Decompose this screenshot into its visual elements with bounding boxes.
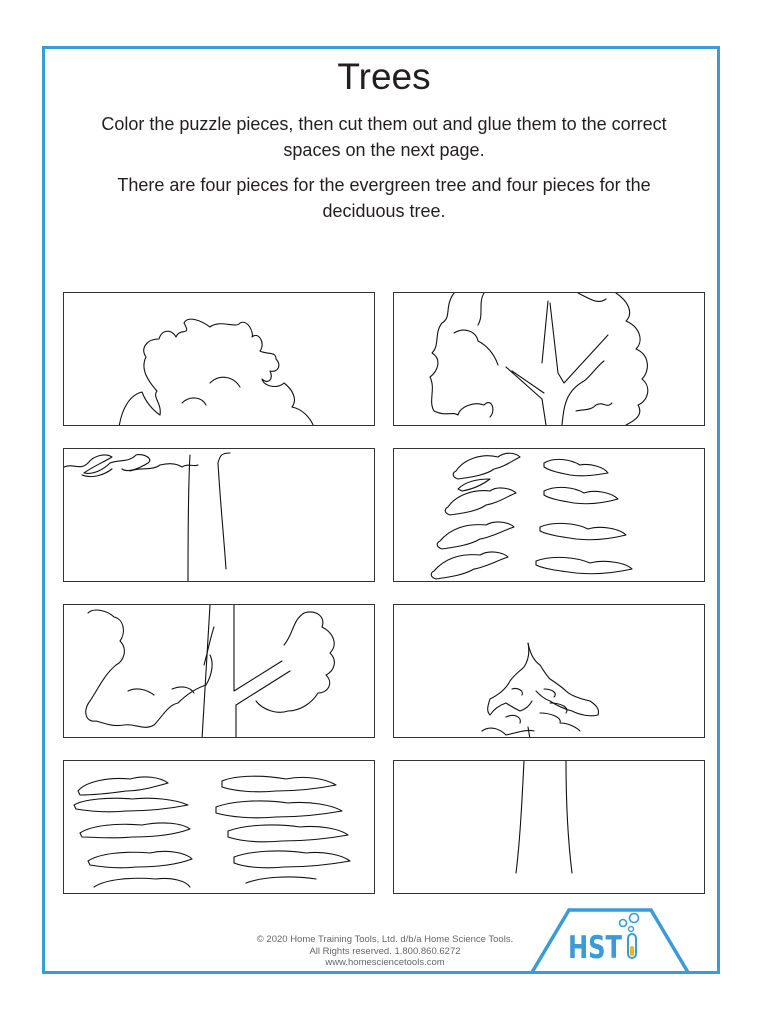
evergreen-lower-branches-drawing — [64, 761, 375, 894]
puzzle-piece-evergreen-lower-branches — [63, 760, 375, 894]
copyright-footer — [190, 934, 580, 969]
evergreen-top-drawing — [394, 605, 705, 738]
instruction-piece-count: There are four pieces for the evergreen tree and four pieces for the deciduous tree. — [117, 175, 651, 221]
footer-copyright: © 2020 Home Training Tools, Ltd. d/b/a Home Science Tools. — [256, 934, 514, 945]
evergreen-middle-branches-drawing — [394, 449, 705, 582]
deciduous-lower-canopy-drawing — [64, 605, 375, 738]
hst-logo — [531, 906, 720, 974]
puzzle-piece-evergreen-trunk — [393, 760, 705, 894]
deciduous-canopy-branches-drawing — [394, 293, 705, 426]
hst-logo-text: HST — [568, 930, 622, 966]
page-title: Trees — [337, 56, 431, 97]
puzzle-piece-deciduous-lower-canopy — [63, 604, 375, 738]
footer-rights-phone: All Rights reserved. 1.800.860.6272 — [309, 945, 461, 957]
instruction-coloring: Color the puzzle pieces, then cut them out and glue them to the correct spaces on the next page. — [101, 114, 667, 160]
footer-website: www.homesciencetools.com — [325, 957, 445, 968]
deciduous-crown-top-drawing — [64, 293, 375, 426]
puzzle-piece-evergreen-top — [393, 604, 705, 738]
puzzle-piece-deciduous-crown-top — [63, 292, 375, 426]
puzzle-piece-deciduous-canopy-branches — [393, 292, 705, 426]
deciduous-trunk-drawing — [64, 449, 375, 582]
puzzle-piece-evergreen-middle-branches — [393, 448, 705, 582]
evergreen-trunk-drawing — [394, 761, 705, 894]
puzzle-piece-deciduous-trunk — [63, 448, 375, 582]
